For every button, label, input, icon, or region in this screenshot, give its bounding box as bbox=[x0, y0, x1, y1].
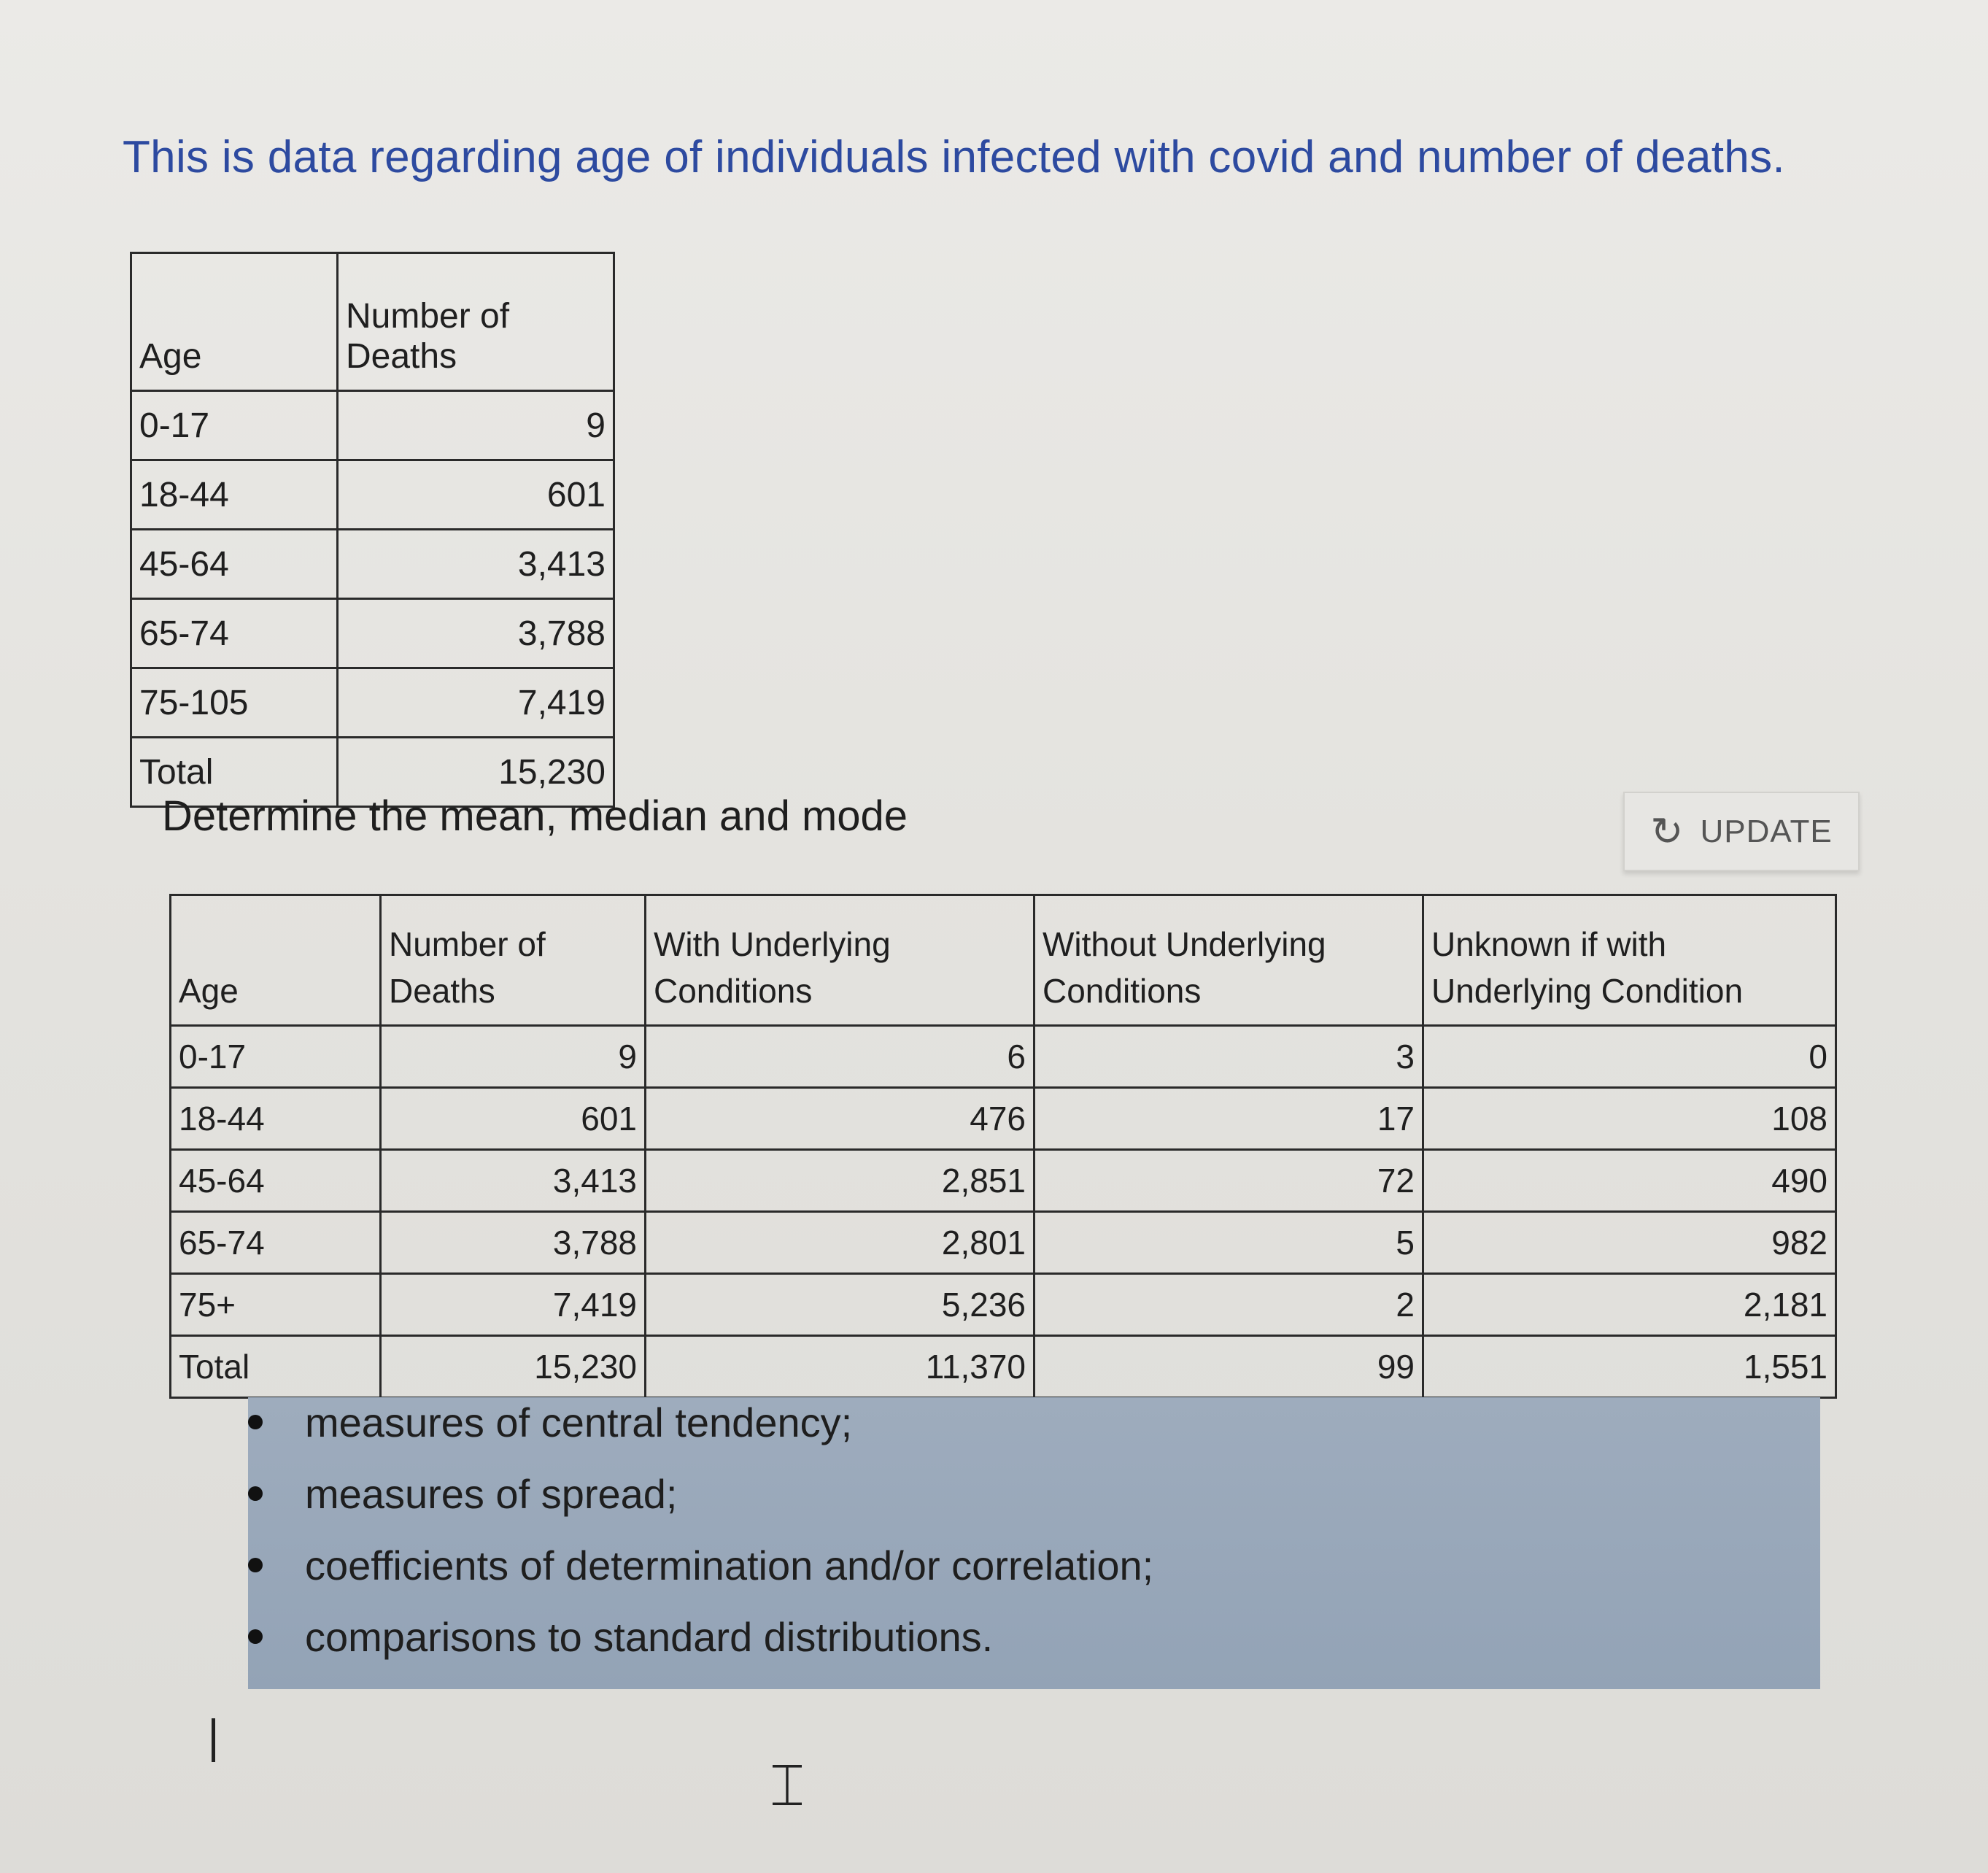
age-cell: 0-17 bbox=[171, 1026, 381, 1088]
question-text: Determine the mean, median and mode bbox=[162, 792, 908, 840]
with-underlying-cell: 2,851 bbox=[646, 1150, 1034, 1212]
header-without-underlying: Without Underlying Conditions bbox=[1034, 895, 1423, 1026]
without-underlying-cell: 3 bbox=[1034, 1026, 1423, 1088]
table-header-row bbox=[171, 895, 1836, 1026]
age-cell: 45-64 bbox=[171, 1150, 381, 1212]
header-unknown-underlying: Unknown if with Underlying Condition bbox=[1423, 895, 1836, 1026]
deaths-cell: 15,230 bbox=[381, 1336, 646, 1398]
with-underlying-cell: 11,370 bbox=[646, 1336, 1034, 1398]
list-item-text: comparisons to standard distributions. bbox=[305, 1613, 994, 1660]
deaths-cell: 7,419 bbox=[338, 668, 614, 738]
deaths-cell: 9 bbox=[338, 391, 614, 460]
list-item-text: measures of central tendency; bbox=[305, 1399, 853, 1445]
table-row bbox=[171, 1274, 1836, 1336]
deaths-by-condition-table bbox=[169, 894, 1837, 1399]
header-number-of-deaths: Number of Deaths bbox=[381, 895, 646, 1026]
table-row bbox=[171, 1212, 1836, 1274]
age-cell: 75+ bbox=[171, 1274, 381, 1336]
intro-text: This is data regarding age of individuals infected with covid and number of deaths. bbox=[123, 132, 1785, 182]
without-underlying-cell: 99 bbox=[1034, 1336, 1423, 1398]
bullet-icon bbox=[248, 1629, 263, 1644]
age-cell: 65-74 bbox=[171, 1212, 381, 1274]
update-button-label: UPDATE bbox=[1700, 813, 1833, 849]
deaths-cell: 601 bbox=[338, 460, 614, 530]
table-row bbox=[131, 668, 614, 738]
age-cell: 0-17 bbox=[131, 391, 338, 460]
table-row bbox=[131, 460, 614, 530]
unknown-underlying-cell: 108 bbox=[1423, 1088, 1836, 1150]
deaths-cell: 3,413 bbox=[381, 1150, 646, 1212]
table-row bbox=[131, 599, 614, 668]
table-row bbox=[171, 1150, 1836, 1212]
bullet-icon bbox=[248, 1558, 263, 1572]
table-row bbox=[171, 1026, 1836, 1088]
header-age: Age bbox=[131, 253, 338, 391]
unknown-underlying-cell: 0 bbox=[1423, 1026, 1836, 1088]
with-underlying-cell: 2,801 bbox=[646, 1212, 1034, 1274]
unknown-underlying-cell: 490 bbox=[1423, 1150, 1836, 1212]
age-cell: 18-44 bbox=[171, 1088, 381, 1150]
table-header-row bbox=[131, 253, 614, 391]
with-underlying-cell: 6 bbox=[646, 1026, 1034, 1088]
age-cell: 65-74 bbox=[131, 599, 338, 668]
without-underlying-cell: 5 bbox=[1034, 1212, 1423, 1274]
with-underlying-cell: 476 bbox=[646, 1088, 1034, 1150]
list-item bbox=[241, 1458, 1153, 1529]
age-cell: Total bbox=[171, 1336, 381, 1398]
bullet-icon bbox=[248, 1486, 263, 1501]
table-row bbox=[131, 391, 614, 460]
deaths-cell: 9 bbox=[381, 1026, 646, 1088]
deaths-cell: 601 bbox=[381, 1088, 646, 1150]
update-button[interactable] bbox=[1623, 792, 1860, 871]
list-item-text: measures of spread; bbox=[305, 1470, 678, 1517]
list-item bbox=[241, 1386, 1153, 1458]
table-row bbox=[131, 530, 614, 599]
deaths-cell: 15,230 bbox=[338, 738, 614, 807]
age-cell: 18-44 bbox=[131, 460, 338, 530]
list-item bbox=[241, 1601, 1153, 1672]
criteria-list bbox=[241, 1386, 1153, 1672]
with-underlying-cell: 5,236 bbox=[646, 1274, 1034, 1336]
table-row bbox=[171, 1088, 1836, 1150]
deaths-cell: 3,413 bbox=[338, 530, 614, 599]
age-cell: 45-64 bbox=[131, 530, 338, 599]
without-underlying-cell: 2 bbox=[1034, 1274, 1423, 1336]
header-age: Age bbox=[171, 895, 381, 1026]
bullet-icon bbox=[248, 1415, 263, 1429]
without-underlying-cell: 72 bbox=[1034, 1150, 1423, 1212]
without-underlying-cell: 17 bbox=[1034, 1088, 1423, 1150]
age-cell: Total bbox=[131, 738, 338, 807]
age-cell: 75-105 bbox=[131, 668, 338, 738]
header-number-of-deaths: Number of Deaths bbox=[338, 253, 614, 391]
text-cursor-icon: ⌶ bbox=[770, 1751, 805, 1819]
deaths-cell: 3,788 bbox=[381, 1212, 646, 1274]
header-with-underlying: With Underlying Conditions bbox=[646, 895, 1034, 1026]
deaths-cell: 3,788 bbox=[338, 599, 614, 668]
text-caret[interactable] bbox=[212, 1718, 215, 1762]
unknown-underlying-cell: 982 bbox=[1423, 1212, 1836, 1274]
refresh-icon: ↻ bbox=[1650, 810, 1685, 854]
list-item-text: coefficients of determination and/or correlation; bbox=[305, 1542, 1154, 1588]
unknown-underlying-cell: 2,181 bbox=[1423, 1274, 1836, 1336]
list-item bbox=[241, 1529, 1153, 1601]
deaths-cell: 7,419 bbox=[381, 1274, 646, 1336]
deaths-by-age-table bbox=[130, 252, 615, 808]
unknown-underlying-cell: 1,551 bbox=[1423, 1336, 1836, 1398]
